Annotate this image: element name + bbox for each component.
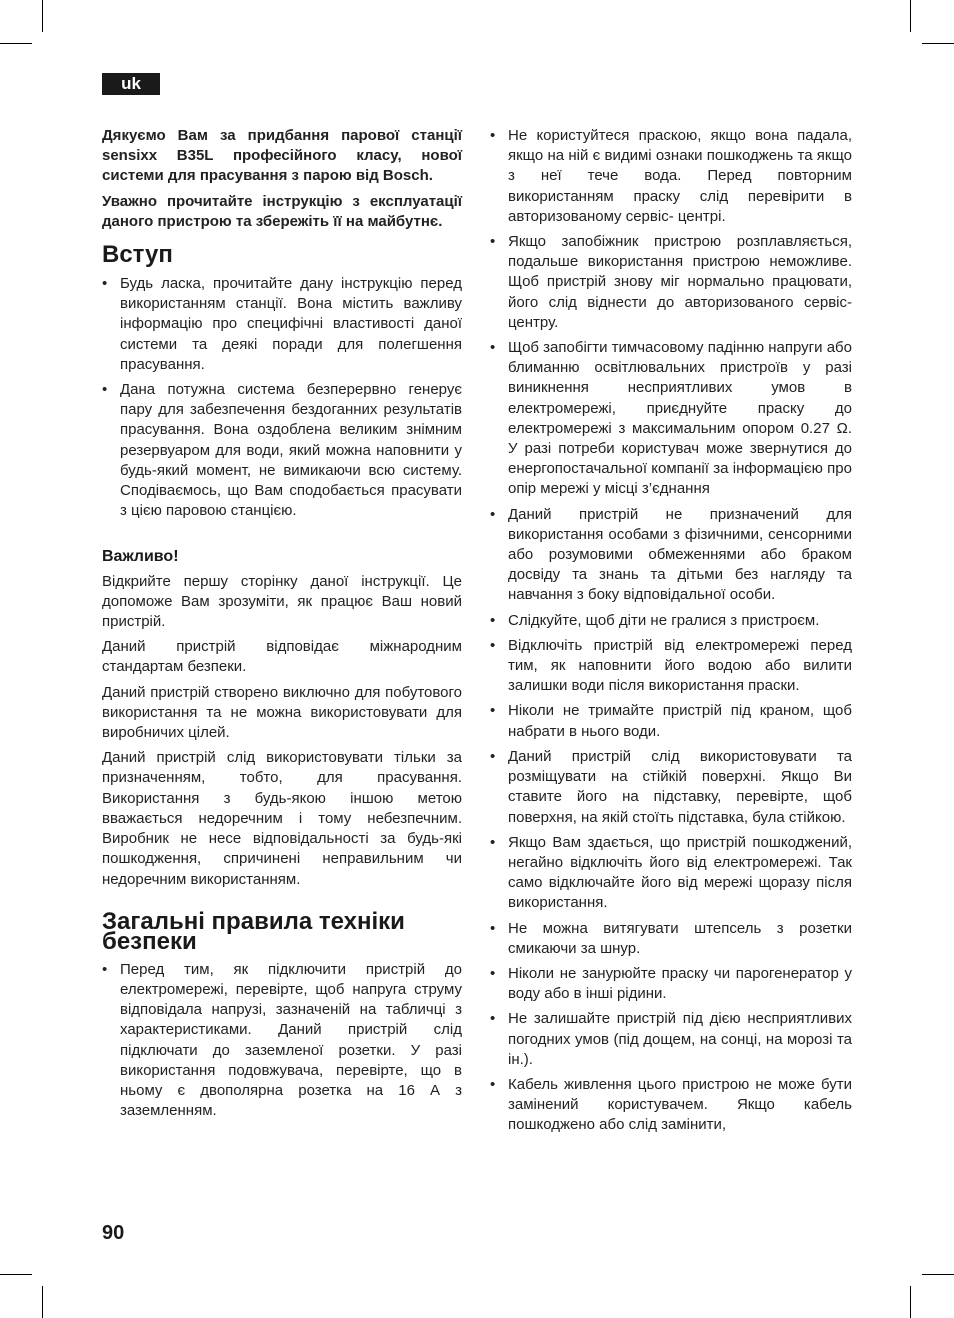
list-item: [490, 1009, 852, 1070]
bullet-icon: •: [490, 833, 496, 851]
crop-mark: [910, 0, 911, 32]
list-item-text: Перед тим, як підключити пристрій до електромережі, перевірте, щоб напруга струму відповідала напрузі, зазначеній на табличці з характеристиками. Даний пристрій слід підключати до заземленої розетки. У разі використання подовжувача, перевірте, що в ньому є двополярна розетка на 16 А з заземленням.: [120, 960, 462, 1120]
section-title-intro: Вступ: [102, 241, 173, 269]
list-item-text: Дана потужна система безперервно генерує пару для забезпечення бездоганних результатів прасування. Вона оздоблена великим знімним резервуаром для води, який можна наповнити у будь-який момент, не вимикаючи всю систему. Сподіваємось, що Вам сподобається прасувати з цією паровою станцією.: [120, 381, 462, 520]
list-item: [102, 380, 462, 521]
crop-mark: [42, 1286, 43, 1318]
crop-mark: [0, 43, 32, 44]
list-item: [490, 1075, 852, 1136]
bullet-icon: •: [490, 1010, 496, 1028]
list-item: [490, 232, 852, 333]
list-item: [490, 636, 852, 697]
bullet-icon: •: [490, 919, 496, 937]
list-item: [490, 505, 852, 606]
bullet-icon: •: [102, 275, 108, 293]
crop-mark: [42, 0, 43, 32]
important-heading: Важливо!: [102, 548, 179, 566]
intro-paragraph: Уважно прочитайте інструкцію з експлуатації даного пристрою та збережіть її на майбутнє.: [102, 192, 462, 230]
list-item-text: Кабель живлення цього пристрою не може бути замінений користувачем. Якщо кабель пошкоджено або слід замінити,: [508, 1075, 852, 1134]
list-item-text: Будь ласка, прочитайте дану інструкцію перед використанням станції. Вона містить важливу інформацію про специфічні властивості даної системи та деякі поради для полегшення прасування.: [120, 275, 462, 373]
list-item: [490, 338, 852, 500]
list-item: [490, 919, 852, 959]
list-item: [102, 274, 462, 375]
bullet-icon: •: [490, 636, 496, 654]
crop-mark: [910, 1286, 911, 1318]
bullet-icon: •: [490, 1075, 496, 1093]
list-item: [102, 960, 462, 1122]
list-item: [490, 701, 852, 741]
list-item: [490, 964, 852, 1004]
important-paragraph: Даний пристрій слід використовувати тільки за призначенням, тобто, для прасування. Використання з будь-якою іншою метою вважається недоречним і тому небезпечним. Виробник не несе відповідальності за будь-які пошкодження, спричинені неправильним чи недоречним використанням.: [102, 749, 462, 888]
list-item-text: Не залишайте пристрій під дією несприятливих погодних умов (під дощем, на сонці, на морозі та ін.).: [508, 1010, 852, 1068]
list-item-text: Даний пристрій не призначений для використання особами з фізичними, сенсорними або розумовими обмеженнями або браком досвіду та знань та дітьми без нагляду та навчання з боку відповідальної особи.: [508, 505, 852, 604]
list-item: [490, 611, 852, 631]
list-item-text: Ніколи не занурюйте праску чи парогенератор у воду або в інші рідини.: [508, 964, 852, 1003]
page-number: 90: [102, 1222, 125, 1244]
bullet-icon: •: [490, 964, 496, 982]
list-item: [490, 833, 852, 914]
left-column: [102, 126, 462, 1126]
list-item-text: Слідкуйте, щоб діти не гралися з пристроєм.: [508, 611, 820, 629]
bullet-icon: •: [490, 339, 496, 357]
right-column: [490, 126, 852, 1141]
section-title-safety: Загальні правила техніки безпеки: [102, 907, 405, 955]
intro-bullet-list: [102, 274, 462, 521]
list-item-text: Не користуйтеся праскою, якщо вона падала, якщо на ній є видимі ознаки пошкоджень та якщо з неї тече вода. Перед повторним використанням праску слід перевірити в авторизованому сервіс- центрі.: [508, 127, 852, 225]
important-paragraph: Даний пристрій створено виключно для побутового використання та не можна використовувати для виробничих цілей.: [102, 683, 462, 742]
list-item: [490, 747, 852, 828]
list-item-text: Не можна витягувати штепсель з розетки смикаючи за шнур.: [508, 919, 852, 957]
list-item-text: Щоб запобігти тимчасовому падінню напруги або блиманню освітлювальних пристроїв у разі виникнення несприятливих умов в електромережі, приєднуйте праску до електромережі з максимальним опором 0.27 Ω. У разі потреби користувач може звернутися до енергопостачальної компанії за інформацією про опір мережі у місці з’єднання: [508, 339, 852, 498]
bullet-icon: •: [102, 381, 108, 399]
bullet-icon: •: [102, 960, 108, 978]
safety-bullet-list-right: [490, 126, 852, 1136]
intro-paragraph: Дякуємо Вам за придбання парової станції sensixx B35L професійного класу, нової системи для прасування з парою від Bosch.: [102, 127, 462, 185]
bullet-icon: •: [490, 505, 496, 523]
safety-bullet-list-left: [102, 960, 462, 1122]
bullet-icon: •: [490, 127, 496, 144]
list-item-text: Відключіть пристрій від електромережі перед тим, як наповнити його водою або вилити залишки води після використання праски.: [508, 636, 852, 695]
bullet-icon: •: [490, 702, 496, 720]
crop-mark: [922, 43, 954, 44]
important-paragraph: Відкрийте першу сторінку даної інструкції. Це допоможе Вам зрозуміти, як працює Ваш новий пристрій.: [102, 572, 462, 631]
bullet-icon: •: [490, 747, 496, 765]
bullet-icon: •: [490, 233, 496, 251]
list-item-text: Ніколи не тримайте пристрій під краном, щоб набрати в нього води.: [508, 702, 852, 740]
list-item-text: Якщо запобіжник пристрою розплавляється, подальше використання пристрою неможливе. Щоб пристрій знову міг нормально працювати, його слід віднести до авторизованого сервіс- центру.: [508, 233, 852, 331]
important-paragraph: Даний пристрій відповідає міжнародним стандартам безпеки.: [102, 638, 462, 676]
bullet-icon: •: [490, 611, 496, 629]
list-item-text: Якщо Вам здається, що пристрій пошкоджений, негайно відключіть його від електромережі. Так само відключайте його від мережі щоразу після використання.: [508, 833, 852, 912]
crop-mark: [0, 1274, 32, 1275]
list-item: [490, 126, 852, 227]
list-item-text: Даний пристрій слід використовувати та розміщувати на стійкій поверхні. Якщо Ви ставите його на підставку, перевірте, щоб поверхня, на якій стоїть підставка, була стійкою.: [508, 747, 852, 826]
crop-mark: [922, 1274, 954, 1275]
language-tag: uk: [102, 73, 160, 95]
